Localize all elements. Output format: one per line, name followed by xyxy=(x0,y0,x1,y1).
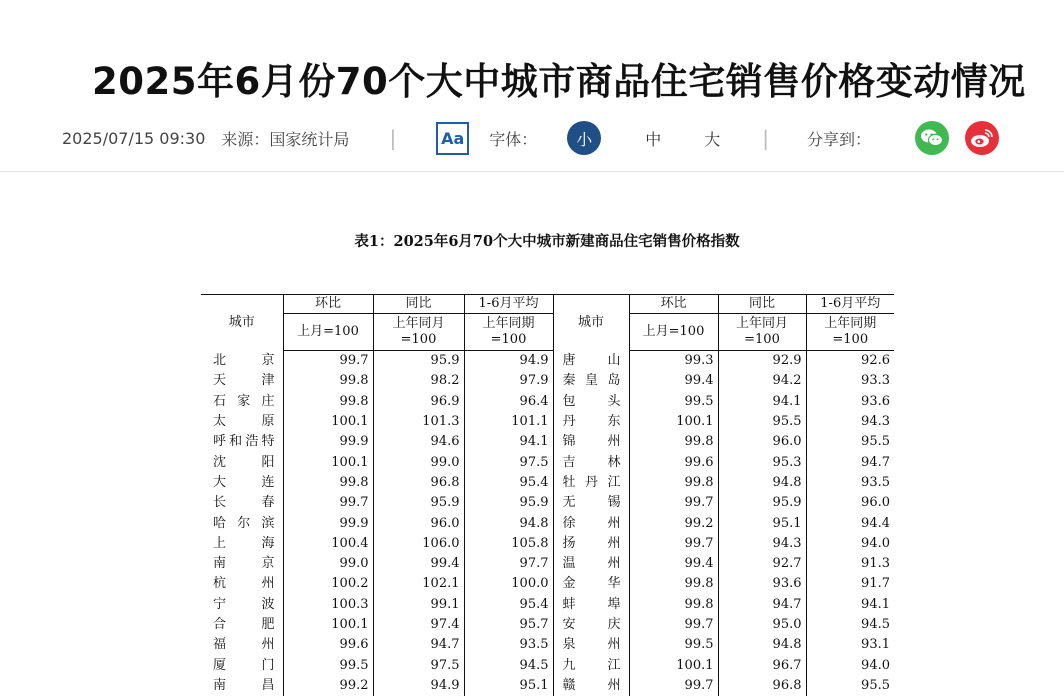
avg-index: 93.3 xyxy=(806,371,894,391)
avg-index: 92.6 xyxy=(806,351,894,372)
avg-index: 94.7 xyxy=(806,452,894,472)
share-label: 分享到： xyxy=(806,129,871,149)
city-name: 包头 xyxy=(553,392,629,412)
header-yoy-base: 上年同月 =100 xyxy=(373,314,464,351)
yoy-index: 99.1 xyxy=(373,595,464,615)
yoy-index: 102.1 xyxy=(373,574,464,594)
city-name: 金华 xyxy=(553,574,629,594)
mom-index: 99.2 xyxy=(283,676,373,696)
meta-separator: | xyxy=(762,126,769,150)
avg-index: 95.5 xyxy=(806,432,894,452)
avg-index: 97.7 xyxy=(464,554,553,574)
header-mom: 环比 xyxy=(629,295,718,314)
city-name: 北京 xyxy=(213,352,275,368)
avg-index: 94.0 xyxy=(806,655,894,675)
yoy-index: 96.8 xyxy=(718,676,806,696)
header-yoy: 同比 xyxy=(718,295,806,314)
city-name: 扬州 xyxy=(553,534,629,554)
avg-index: 95.1 xyxy=(464,676,553,696)
header-avg: 1-6月平均 xyxy=(806,295,894,314)
font-size-small-button[interactable]: 小 xyxy=(567,121,601,155)
table-caption: 表1：2025年6月70个大中城市新建商品住宅销售价格指数 xyxy=(354,233,740,250)
mom-index: 99.4 xyxy=(629,554,718,574)
mom-index: 100.1 xyxy=(283,615,373,635)
table-row xyxy=(201,554,894,574)
yoy-index: 94.8 xyxy=(718,635,806,655)
meta-separator: | xyxy=(389,126,397,150)
header-avg-base: 上年同期 =100 xyxy=(806,314,894,351)
yoy-index: 95.9 xyxy=(373,351,464,372)
city-name: 泉州 xyxy=(553,635,629,655)
mom-index: 99.8 xyxy=(629,432,718,452)
mom-index: 99.8 xyxy=(629,473,718,493)
table-row xyxy=(201,595,894,615)
mom-index: 100.1 xyxy=(283,452,373,472)
mom-index: 99.8 xyxy=(629,595,718,615)
city-name: 赣州 xyxy=(553,676,629,696)
city-name: 厦门 xyxy=(213,657,275,673)
yoy-index: 97.4 xyxy=(373,615,464,635)
yoy-index: 95.3 xyxy=(718,452,806,472)
table-row xyxy=(201,432,894,452)
avg-index: 105.8 xyxy=(464,534,553,554)
avg-index: 97.9 xyxy=(464,371,553,391)
city-name: 安庆 xyxy=(553,615,629,635)
weibo-share-button[interactable] xyxy=(965,121,999,155)
avg-index: 100.0 xyxy=(464,574,553,594)
city-name: 锦州 xyxy=(553,432,629,452)
yoy-index: 106.0 xyxy=(373,534,464,554)
yoy-index: 96.0 xyxy=(373,513,464,533)
avg-index: 94.5 xyxy=(464,655,553,675)
avg-index: 94.3 xyxy=(806,412,894,432)
table-row xyxy=(201,412,894,432)
city-name: 上海 xyxy=(213,535,275,551)
city-name: 大连 xyxy=(213,474,275,490)
city-name: 丹东 xyxy=(553,412,629,432)
city-name: 唐山 xyxy=(553,351,629,372)
header-city: 城市 xyxy=(201,295,283,351)
city-name: 温州 xyxy=(553,554,629,574)
city-name: 九江 xyxy=(553,655,629,675)
yoy-index: 94.6 xyxy=(373,432,464,452)
price-index-table xyxy=(201,294,894,696)
table-row xyxy=(201,655,894,675)
yoy-index: 95.9 xyxy=(718,493,806,513)
mom-index: 99.5 xyxy=(629,635,718,655)
mom-index: 99.9 xyxy=(283,513,373,533)
table-row xyxy=(201,513,894,533)
article-meta xyxy=(62,120,999,156)
city-name: 哈尔滨 xyxy=(213,515,275,531)
table-row xyxy=(201,351,894,372)
font-size-medium-button[interactable]: 中 xyxy=(645,129,662,149)
city-name: 南昌 xyxy=(213,677,275,693)
mom-index: 99.4 xyxy=(629,371,718,391)
yoy-index: 94.8 xyxy=(718,473,806,493)
yoy-index: 94.7 xyxy=(718,595,806,615)
city-name: 石家庄 xyxy=(213,393,275,409)
article-title: 2025年6月份70个大中城市商品住宅销售价格变动情况 xyxy=(92,59,1026,103)
yoy-index: 92.7 xyxy=(718,554,806,574)
mom-index: 100.1 xyxy=(629,655,718,675)
mom-index: 100.1 xyxy=(629,412,718,432)
table-subheader-row xyxy=(201,314,894,351)
header-mom-base: 上月=100 xyxy=(629,314,718,351)
mom-index: 99.7 xyxy=(629,493,718,513)
mom-index: 99.6 xyxy=(629,452,718,472)
yoy-index: 94.2 xyxy=(718,371,806,391)
city-name: 无锡 xyxy=(553,493,629,513)
yoy-index: 93.6 xyxy=(718,574,806,594)
table-row xyxy=(201,371,894,391)
mom-index: 99.5 xyxy=(283,655,373,675)
avg-index: 94.9 xyxy=(464,351,553,372)
mom-index: 99.7 xyxy=(629,534,718,554)
table-row xyxy=(201,676,894,696)
yoy-index: 95.1 xyxy=(718,513,806,533)
wechat-share-button[interactable] xyxy=(915,121,949,155)
avg-index: 93.5 xyxy=(464,635,553,655)
yoy-index: 97.5 xyxy=(373,655,464,675)
mom-index: 99.0 xyxy=(283,554,373,574)
city-name: 太原 xyxy=(213,414,275,430)
yoy-index: 94.7 xyxy=(373,635,464,655)
table-row xyxy=(201,452,894,472)
avg-index: 91.7 xyxy=(806,574,894,594)
city-name: 杭州 xyxy=(213,576,275,592)
font-size-icon: Aa xyxy=(436,122,469,155)
avg-index: 91.3 xyxy=(806,554,894,574)
yoy-index: 94.3 xyxy=(718,534,806,554)
mom-index: 99.6 xyxy=(283,635,373,655)
avg-index: 95.4 xyxy=(464,595,553,615)
city-name: 合肥 xyxy=(213,617,275,632)
mom-index: 99.8 xyxy=(283,392,373,412)
mom-index: 99.9 xyxy=(283,432,373,452)
table-row xyxy=(201,493,894,513)
header-avg: 1-6月平均 xyxy=(464,295,553,314)
header-city: 城市 xyxy=(553,295,629,351)
table-row xyxy=(201,574,894,594)
yoy-index: 95.5 xyxy=(718,412,806,432)
table-row xyxy=(201,615,894,635)
yoy-index: 95.0 xyxy=(718,615,806,635)
mom-index: 100.2 xyxy=(283,574,373,594)
header-yoy-base: 上年同月 =100 xyxy=(718,314,806,351)
font-size-label: 字体： xyxy=(489,129,538,149)
avg-index: 94.8 xyxy=(464,513,553,533)
yoy-index: 96.7 xyxy=(718,655,806,675)
avg-index: 93.1 xyxy=(806,635,894,655)
avg-index: 94.5 xyxy=(806,615,894,635)
avg-index: 95.4 xyxy=(464,473,553,493)
yoy-index: 96.8 xyxy=(373,473,464,493)
city-name: 长春 xyxy=(213,495,275,511)
header-divider xyxy=(0,171,1064,172)
header-yoy: 同比 xyxy=(373,295,464,314)
mom-index: 99.5 xyxy=(629,392,718,412)
avg-index: 96.0 xyxy=(806,493,894,513)
font-size-large-button[interactable]: 大 xyxy=(704,129,721,149)
avg-index: 94.1 xyxy=(806,595,894,615)
mom-index: 99.2 xyxy=(629,513,718,533)
yoy-index: 101.3 xyxy=(373,412,464,432)
mom-index: 99.7 xyxy=(629,615,718,635)
yoy-index: 94.1 xyxy=(718,392,806,412)
avg-index: 94.0 xyxy=(806,534,894,554)
yoy-index: 94.9 xyxy=(373,676,464,696)
city-name: 南京 xyxy=(213,556,275,572)
city-name: 福州 xyxy=(213,637,275,653)
city-name: 沈阳 xyxy=(213,454,275,470)
mom-index: 99.7 xyxy=(283,351,373,372)
header-mom-base: 上月=100 xyxy=(283,314,373,351)
avg-index: 95.7 xyxy=(464,615,553,635)
avg-index: 93.5 xyxy=(806,473,894,493)
publish-date: 2025/07/15 09:30 xyxy=(62,128,206,148)
city-name: 呼和浩特 xyxy=(213,434,275,450)
avg-index: 96.4 xyxy=(464,392,553,412)
table-row xyxy=(201,635,894,655)
city-name: 徐州 xyxy=(553,513,629,533)
mom-index: 99.8 xyxy=(283,473,373,493)
mom-index: 99.7 xyxy=(283,493,373,513)
table-row xyxy=(201,473,894,493)
yoy-index: 98.2 xyxy=(373,371,464,391)
avg-index: 94.1 xyxy=(464,432,553,452)
mom-index: 99.8 xyxy=(283,371,373,391)
yoy-index: 92.9 xyxy=(718,351,806,372)
header-avg-base: 上年同期 =100 xyxy=(464,314,553,351)
avg-index: 95.5 xyxy=(806,676,894,696)
mom-index: 99.8 xyxy=(629,574,718,594)
mom-index: 99.7 xyxy=(629,676,718,696)
avg-index: 94.4 xyxy=(806,513,894,533)
yoy-index: 96.0 xyxy=(718,432,806,452)
city-name: 秦皇岛 xyxy=(553,371,629,391)
yoy-index: 99.4 xyxy=(373,554,464,574)
yoy-index: 95.9 xyxy=(373,493,464,513)
avg-index: 97.5 xyxy=(464,452,553,472)
mom-index: 100.1 xyxy=(283,412,373,432)
city-name: 吉林 xyxy=(553,452,629,472)
wechat-icon xyxy=(920,128,944,148)
table-header-row xyxy=(201,295,894,314)
mom-index: 100.4 xyxy=(283,534,373,554)
weibo-icon xyxy=(970,127,994,149)
city-name: 蚌埠 xyxy=(553,595,629,615)
avg-index: 95.9 xyxy=(464,493,553,513)
source-label: 来源：国家统计局 xyxy=(221,129,350,149)
avg-index: 101.1 xyxy=(464,412,553,432)
table-row xyxy=(201,392,894,412)
avg-index: 93.6 xyxy=(806,392,894,412)
city-name: 天津 xyxy=(213,373,275,389)
yoy-index: 96.9 xyxy=(373,392,464,412)
city-name: 牡丹江 xyxy=(553,473,629,493)
city-name: 宁波 xyxy=(213,596,275,612)
yoy-index: 99.0 xyxy=(373,452,464,472)
mom-index: 99.3 xyxy=(629,351,718,372)
table-row xyxy=(201,534,894,554)
mom-index: 100.3 xyxy=(283,595,373,615)
header-mom: 环比 xyxy=(283,295,373,314)
